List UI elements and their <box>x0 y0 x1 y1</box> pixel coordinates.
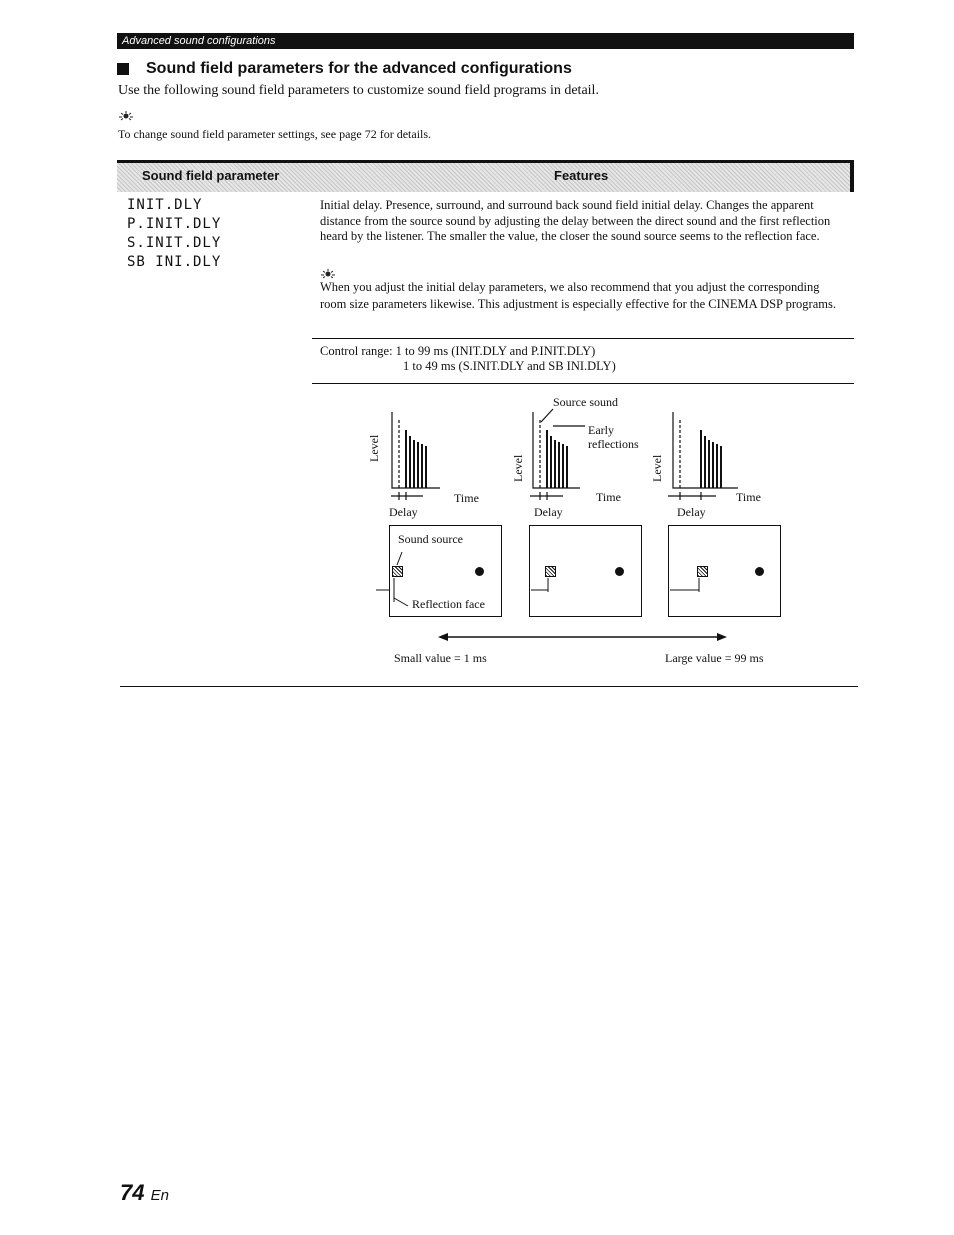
control-range-2: 1 to 49 ms (S.INIT.DLY and SB INI.DLY) <box>403 359 616 373</box>
source-sound-label: Source sound <box>553 395 618 409</box>
param-p-init-dly: P.INIT.DLY <box>127 216 222 232</box>
control-range-1: Control range: 1 to 99 ms (INIT.DLY and P.INIT.DLY) <box>320 344 596 358</box>
delay-label: Delay <box>534 505 563 519</box>
feature-note: When you adjust the initial delay parameters, we also recommend that you adjust the corresponding room size parameters likewise. This adjustment is especially effective for the CINEMA DSP programs. <box>320 280 836 311</box>
page-heading: Sound field parameters for the advanced configurations <box>146 60 572 77</box>
time-axis-label: Time <box>454 491 479 505</box>
page-language: En <box>150 1187 169 1204</box>
delay-label: Delay <box>389 505 418 519</box>
col-header-parameter: Sound field parameter <box>142 168 280 183</box>
level-axis-label: Level <box>650 454 664 482</box>
page-number <box>120 1180 169 1206</box>
sound-source-label: Sound source <box>398 532 463 546</box>
reflection-face-label: Reflection face <box>412 597 485 611</box>
page-number-value: 74 <box>120 1180 145 1205</box>
time-axis-label: Time <box>736 490 761 504</box>
level-axis-label: Level <box>511 454 525 482</box>
small-value-label: Small value = 1 ms <box>394 651 487 665</box>
tip-text: To change sound field parameter settings, see page 72 for details. <box>118 127 432 141</box>
param-init-dly: INIT.DLY <box>127 197 203 213</box>
section-title: Advanced sound configurations <box>122 35 276 47</box>
large-value-label: Large value = 99 ms <box>665 651 764 665</box>
early-reflections-label-1: Early <box>588 423 614 437</box>
time-axis-label: Time <box>596 490 621 504</box>
delay-label: Delay <box>677 505 706 519</box>
feature-description: Initial delay. Presence, surround, and surround back sound field initial delay. Changes the apparent distance from the source sound by adjusting the delay between the direct sound and the first reflection heard by the listener. The smaller the value, the closer the sound source seems to the reflection face. <box>320 198 831 243</box>
level-axis-label: Level <box>367 434 381 462</box>
early-reflections-label-2: reflections <box>588 437 639 451</box>
col-header-features: Features <box>554 168 609 183</box>
param-s-init-dly: S.INIT.DLY <box>127 235 222 251</box>
intro-text: Use the following sound field parameters to customize sound field programs in detail. <box>118 83 599 98</box>
table-bottom-rule <box>120 686 858 687</box>
param-sb-ini-dly: SB INI.DLY <box>127 254 222 270</box>
